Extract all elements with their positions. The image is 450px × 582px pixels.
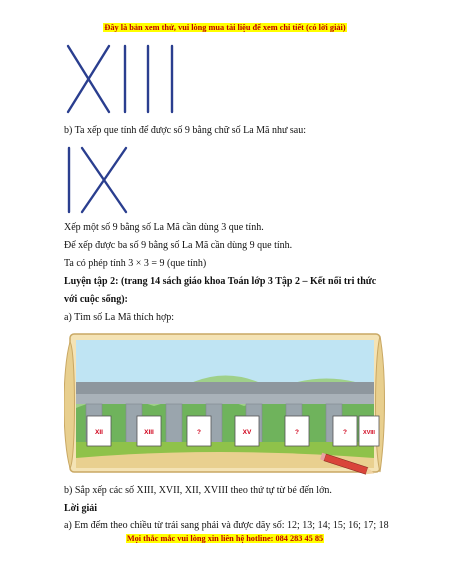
- explanation-line-1: Xếp một số 9 bằng số La Mã cần dùng 3 que tính.: [64, 222, 264, 233]
- scroll-curl-left: [64, 342, 75, 468]
- number-sign: [333, 416, 357, 446]
- number-sign: [285, 416, 309, 446]
- part-a-task: a) Tìm số La Mã thích hợp:: [64, 312, 175, 323]
- part-b-task: b) Sắp xếp các số XIII, XVII, XII, XVIII theo thứ tự từ bé đến lớn.: [64, 485, 332, 496]
- roman-ix-sticks-figure: [64, 144, 134, 216]
- roman-numeral-bridge-illustration: [64, 330, 386, 480]
- number-sign: [235, 416, 259, 446]
- part-a-answer: a) Em đếm theo chiều từ trái sang phải và được dãy số: 12; 13; 14; 15; 16; 17; 18: [64, 520, 389, 531]
- sign-label: ?: [197, 429, 201, 436]
- sign-label: ?: [343, 429, 347, 436]
- scroll-curl-right: [376, 336, 385, 472]
- number-sign: [187, 416, 211, 446]
- hotline-banner: [0, 533, 450, 545]
- number-sign: [137, 416, 161, 446]
- hotline-text: Mọi thắc mắc vui lòng xin liên hệ hotline: 084 283 45 85: [126, 534, 324, 543]
- calculation-line: Ta có phép tính 3 × 3 = 9 (que tính): [64, 258, 207, 269]
- solution-heading: Lời giải: [64, 503, 98, 514]
- sign-label: XII: [95, 429, 103, 436]
- sign-label: XIII: [144, 429, 154, 436]
- number-sign: [359, 416, 379, 446]
- bridge-top: [76, 382, 374, 394]
- sign-label: XV: [242, 429, 252, 436]
- sign-label: XVIII: [363, 430, 375, 436]
- preview-notice-text: Đây là bản xem thử, vui lòng mua tài liệu để xem chi tiết (có lời giải): [104, 23, 346, 32]
- roman-xiii-sticks-figure: [64, 42, 184, 116]
- sign-label: ?: [295, 429, 299, 436]
- preview-notice-banner: [0, 22, 450, 34]
- practice-title-line-2: với cuộc sống):: [64, 294, 128, 305]
- number-sign: [87, 416, 111, 446]
- bridge-deck: [76, 394, 374, 404]
- explanation-line-2: Để xếp được ba số 9 bằng số La Mã cần dùng 9 que tính.: [64, 240, 293, 251]
- part-b-intro: b) Ta xếp que tính để được số 9 bằng chữ số La Mã như sau:: [64, 125, 307, 136]
- practice-title-line-1: Luyện tập 2: (trang 14 sách giáo khoa Toán lớp 3 Tập 2 – Kết nối tri thức: [64, 276, 377, 287]
